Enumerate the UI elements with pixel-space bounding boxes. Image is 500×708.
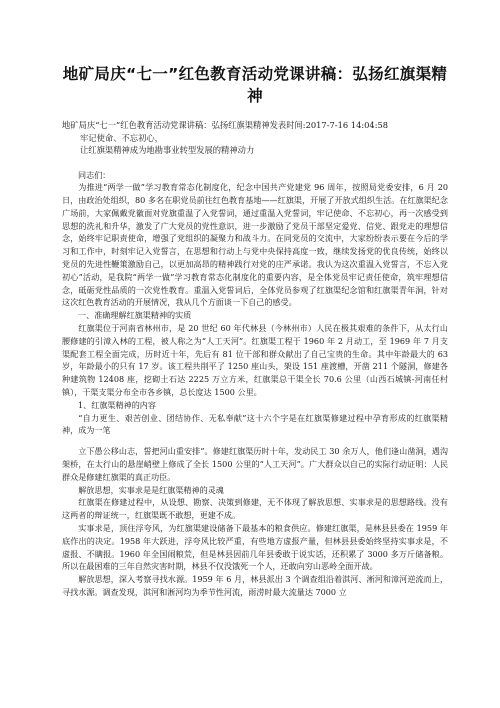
section-heading: 一、准确理解红旗渠精神的实质 bbox=[78, 310, 192, 321]
spacer bbox=[62, 157, 448, 169]
paragraph: 红旗渠位于河南省林州市，是 20 世纪 60 年代林县（今林州市）人民在极其艰难的条件下，从太行山腰修建的引漳入林的工程，被人称之为“人工天河”。红旗渠工程于 1960 年 2 月动工，至 1969 年 7 月支渠配套工程全面完成，历时近十年，先后有 81 位干部和群众献出了自己宝贵的生命。其中年龄最大的 63 岁，年龄最小的只有 17 岁。该工程共削平了 1250 座山头，架设 151 座渡槽，开凿 211 个隧洞，修建各种建筑物 12408 座，挖砌土石达 2225 万立方米，红旗渠总干渠全长 70.6 公里（山西石城镇-河南任村镇），干渠支渠分布全市各乡镇，总长度达 1500 公里。 bbox=[62, 323, 448, 398]
publish-info: 地矿局庆“七一”红色教育活动党课讲稿：弘扬红旗渠精神发表时间:2017-7-16 14:04:58 bbox=[62, 120, 389, 130]
paragraph: 为推进“两学一做”学习教育常态化制度化，纪念中国共产党建党 96 周年，按照局党委安排，6 月 20 日，由政治处组织，80 多名在职党员前往红色教育基地——红旗渠，开展了开放式组织生活。在红旗渠纪念广场前，大家佩戴党徽面对党旗重温了入党誓词，通过重温入党誓词，牢记使命、不忘初心，再一次感受到思想的洗礼和升华，激发了广大党员的党性意识，进一步激励了党员干部坚定爱党、信党、跟党走的理想信念，始终牢记职责使命，增强了党组织的凝聚力和战斗力。在同党员的交流中，大家纷纷表示要在今后的学习和工作中，时刻牢记入党誓言，在思想和行动上与党中央保持高度一致，继续发扬党的优良传统，始终以党员的先进性鞭策激励自己，以更加高昂的精神践行对党的庄严承诺。我认为这次重温入党誓言，不忘入党初心”活动，是我院“两学一做”学习教育常态化制度化的重要内容，是全体党员牢记责任使命，筑牢理想信念，砥砺党性品质的一次党性教育。重温入党誓词后，全体党员参观了红旗渠纪念馆和红旗渠青年洞，针对这次红色教育活动的开展情况，我从几个方面谈一下自己的感受。 bbox=[62, 182, 448, 308]
slogan-line-2: 让红旗渠精神成为地勘事业转型发展的精神动力 bbox=[80, 145, 255, 155]
spacer bbox=[62, 437, 448, 445]
paragraph: 立下愚公移山志，誓把河山重安排”。修建红旗渠历时十年，发动民工 30 余万人，他们逢山凿洞，遇沟架桥，在太行山的悬崖峭壁上修成了全长 1500 公里的“人工天河”。广大群众以自己的实际行动证明：人民群众是修建红旗渠的真正功臣。 bbox=[62, 446, 448, 482]
slogan-line-1: 牢记使命、不忘初心， bbox=[80, 132, 163, 143]
paragraph: 红旗渠在修建过程中，从设想、勘察、决策到修建，无不体现了解放思想、实事求是的思想路线。没有这两者的辩证统一，红旗渠既不敢想，更建不成。 bbox=[62, 497, 448, 521]
document-title: 地矿局庆“七一”红色教育活动党课讲稿：弘扬红旗渠精神 bbox=[62, 65, 448, 105]
paragraph: 解放思想，深入考察寻找水源。1959 年 6 月，林县派出 3 个调查组沿着淇河、淅河和漳河逆流而上，寻找水源。调查发现，淇河和淅河均为季节性河流，雨涝时最大流量达 7000 立 bbox=[62, 574, 448, 597]
paragraph: 实事求是，顶住浮夸风，为红旗渠建设储备下最基本的粮食供应。修建红旗渠，是林县县委在 1959 年底作出的决定。1958 年大跃进，浮夸风比较严重，有些地方虚报产量，但林县县委始终坚持实事求是，不虚报、不瞒报。1960 年全国闹粮荒，但是林县因前几年县委敢于说实话，还积累了 3000 多万斤储备粮。所以在最困难的三年自然灾害时期，林县不仅没饿死一个人，还敢向穷山恶岭全面开战。 bbox=[62, 523, 448, 572]
subsection-heading: 1、红旗渠精神的内容 bbox=[78, 399, 156, 410]
paragraph: 解放思想，实事求是是红旗渠精神的灵魂 bbox=[78, 484, 224, 495]
paragraph: “自力更生、艰苦创业、团结协作、无私奉献”这十六个字是在红旗渠修建过程中孕育形成的红旗渠精神，成为一笔 bbox=[62, 412, 448, 436]
document-meta bbox=[62, 119, 448, 157]
greeting: 同志们： bbox=[78, 169, 111, 180]
